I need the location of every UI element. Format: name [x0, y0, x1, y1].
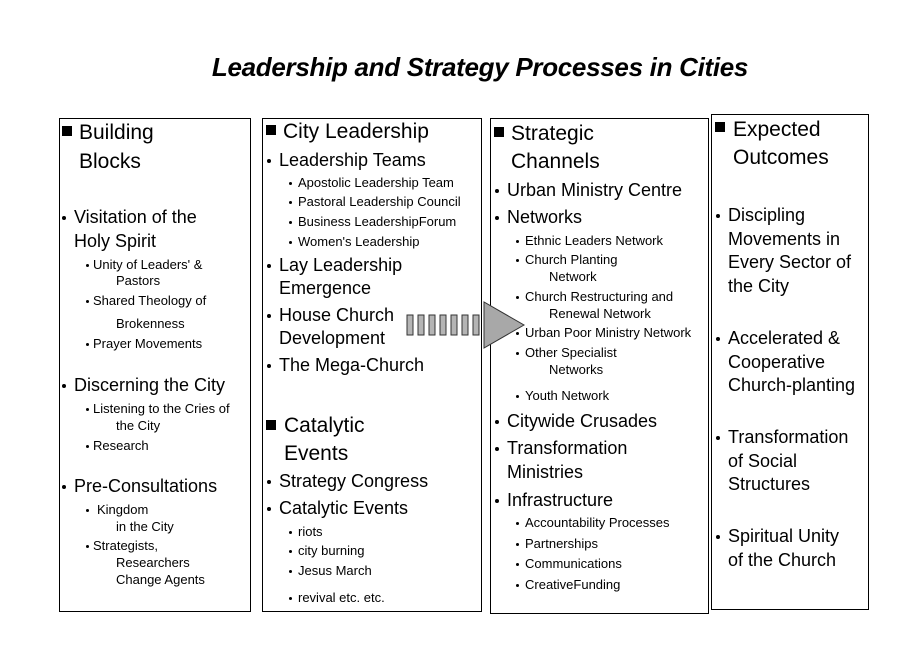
sub-bullet-icon — [516, 584, 519, 587]
bullet-icon — [267, 480, 271, 484]
square-bullet-icon — [62, 126, 72, 136]
subitem-shared-theology: Shared Theology of — [93, 293, 207, 308]
subitem-unity: Unity of Leaders' & — [93, 257, 203, 272]
subitem-change-agents: Change Agents — [116, 572, 205, 587]
outcome-transformation-line3: Structures — [728, 474, 811, 494]
bullet-icon — [716, 436, 720, 440]
sub-bullet-icon — [516, 240, 519, 243]
subitem-apostolic: Apostolic Leadership Team — [298, 175, 454, 190]
expected-outcomes-heading-line2: Outcomes — [733, 146, 829, 169]
item-lay-leadership-cont: Emergence — [279, 278, 372, 298]
building-blocks-heading-line1: Building — [79, 121, 154, 144]
subitem-kingdom: Kingdom — [97, 502, 149, 517]
sub-bullet-icon — [516, 395, 519, 398]
subitem-listening-cont: the City — [116, 418, 161, 433]
bullet-icon — [495, 447, 499, 451]
sub-bullet-icon — [516, 259, 519, 262]
square-bullet-icon — [715, 122, 725, 132]
subitem-city-burning: city burning — [298, 543, 365, 558]
sub-bullet-icon — [289, 221, 292, 224]
outcome-discipling: Discipling — [728, 205, 806, 225]
bullet-icon — [716, 337, 720, 341]
subitem-ethnic-leaders: Ethnic Leaders Network — [525, 233, 664, 248]
outcome-discipling-line4: the City — [728, 276, 790, 296]
subitem-listening: Listening to the Cries of — [93, 401, 230, 416]
outcome-transformation-line2: of Social — [728, 451, 798, 471]
sub-bullet-icon — [86, 343, 89, 346]
item-transformation-ministries-cont: Ministries — [507, 462, 584, 482]
outcome-accelerated-line2: Cooperative — [728, 352, 826, 372]
subitem-accountability: Accountability Processes — [525, 515, 670, 530]
strategic-channels-heading-line2: Channels — [511, 150, 600, 173]
subitem-church-restructuring-cont: Renewal Network — [549, 306, 651, 321]
catalytic-events-heading-line1: Catalytic — [284, 414, 365, 437]
item-mega-church: The Mega-Church — [279, 355, 425, 375]
sub-bullet-icon — [289, 241, 292, 244]
sub-bullet-icon — [86, 300, 89, 303]
subitem-revival: revival etc. etc. — [298, 590, 385, 605]
bullet-icon — [495, 216, 499, 220]
sub-bullet-icon — [516, 543, 519, 546]
sub-bullet-icon — [289, 201, 292, 204]
bullet-icon — [716, 535, 720, 539]
catalytic-events-heading-line2: Events — [284, 442, 349, 465]
square-bullet-icon — [266, 125, 276, 135]
sub-bullet-icon — [289, 550, 292, 553]
item-leadership-teams: Leadership Teams — [279, 150, 426, 170]
diagram-title: Leadership and Strategy Processes in Cities — [211, 52, 749, 82]
subitem-strategists: Strategists, — [93, 538, 159, 553]
subitem-communications: Communications — [525, 556, 622, 571]
bullet-icon — [267, 314, 271, 318]
item-house-church: House Church — [279, 305, 395, 325]
bullet-icon — [62, 485, 66, 489]
sub-bullet-icon — [516, 352, 519, 355]
subitem-partnerships: Partnerships — [525, 536, 598, 551]
sub-bullet-icon — [86, 408, 89, 411]
sub-bullet-icon — [516, 522, 519, 525]
sub-bullet-icon — [516, 296, 519, 299]
building-blocks-heading-line2: Blocks — [79, 150, 141, 173]
outcome-transformation: Transformation — [728, 427, 849, 447]
subitem-womens: Women's Leadership — [298, 234, 420, 249]
bullet-icon — [716, 214, 720, 218]
bullet-icon — [267, 507, 271, 511]
sub-bullet-icon — [516, 563, 519, 566]
item-discerning: Discerning the City — [74, 375, 226, 395]
subitem-youth: Youth Network — [525, 388, 610, 403]
subitem-unity-cont: Pastors — [116, 273, 161, 288]
bullet-icon — [267, 159, 271, 163]
subitem-riots: riots — [298, 524, 323, 539]
flow-arrow-icon — [406, 301, 526, 349]
outcome-accelerated: Accelerated & — [728, 328, 841, 348]
sub-bullet-icon — [86, 445, 89, 448]
strategic-channels-heading-line1: Strategic — [511, 122, 594, 145]
outcome-spiritual-unity-line2: of the Church — [728, 550, 837, 570]
bullet-icon — [495, 499, 499, 503]
sub-bullet-icon — [86, 545, 89, 548]
subitem-other-specialist: Other Specialist — [525, 345, 617, 360]
item-strategy-congress: Strategy Congress — [279, 471, 429, 491]
item-lay-leadership: Lay Leadership — [279, 255, 403, 275]
subitem-research: Research — [93, 438, 149, 453]
square-bullet-icon — [494, 127, 504, 137]
sub-bullet-icon — [86, 264, 89, 267]
sub-bullet-icon — [289, 597, 292, 600]
subitem-urban-poor: Urban Poor Ministry Network — [525, 325, 692, 340]
subitem-kingdom-cont: in the City — [116, 519, 174, 534]
item-networks: Networks — [507, 207, 583, 227]
bullet-icon — [267, 264, 271, 268]
item-infrastructure: Infrastructure — [507, 490, 614, 510]
sub-bullet-icon — [86, 509, 89, 512]
item-citywide-crusades: Citywide Crusades — [507, 411, 658, 431]
outcome-spiritual-unity: Spiritual Unity — [728, 526, 840, 546]
subitem-pastoral: Pastoral Leadership Council — [298, 194, 461, 209]
bullet-icon — [495, 420, 499, 424]
item-pre-consultations: Pre-Consultations — [74, 476, 218, 496]
bullet-icon — [267, 364, 271, 368]
subitem-shared-theology-cont: Brokenness — [116, 316, 185, 331]
subitem-prayer: Prayer Movements — [93, 336, 203, 351]
sub-bullet-icon — [289, 531, 292, 534]
outcome-discipling-line2: Movements in — [728, 229, 841, 249]
expected-outcomes-heading-line1: Expected — [733, 118, 821, 141]
item-transformation-ministries: Transformation — [507, 438, 628, 458]
subitem-creative-funding: CreativeFunding — [525, 577, 621, 592]
bullet-icon — [62, 216, 66, 220]
outcome-accelerated-line3: Church-planting — [728, 375, 856, 395]
subitem-researchers: Researchers — [116, 555, 190, 570]
subitem-church-planting: Church Planting — [525, 252, 618, 267]
item-urban-ministry-centre: Urban Ministry Centre — [507, 180, 683, 200]
subitem-business: Business LeadershipForum — [298, 214, 457, 229]
city-leadership-heading: City Leadership — [283, 120, 429, 143]
subitem-jesus-march: Jesus March — [298, 563, 372, 578]
subitem-church-restructuring: Church Restructuring and — [525, 289, 674, 304]
item-visitation: Visitation of the — [74, 207, 197, 227]
square-bullet-icon — [266, 420, 276, 430]
bullet-icon — [62, 384, 66, 388]
item-house-church-cont: Development — [279, 328, 386, 348]
subitem-other-specialist-cont: Networks — [549, 362, 604, 377]
item-visitation-cont: Holy Spirit — [74, 231, 157, 251]
subitem-church-planting-cont: Network — [549, 269, 597, 284]
outcome-discipling-line3: Every Sector of — [728, 252, 852, 272]
sub-bullet-icon — [289, 570, 292, 573]
sub-bullet-icon — [289, 182, 292, 185]
bullet-icon — [495, 189, 499, 193]
item-catalytic-events: Catalytic Events — [279, 498, 409, 518]
